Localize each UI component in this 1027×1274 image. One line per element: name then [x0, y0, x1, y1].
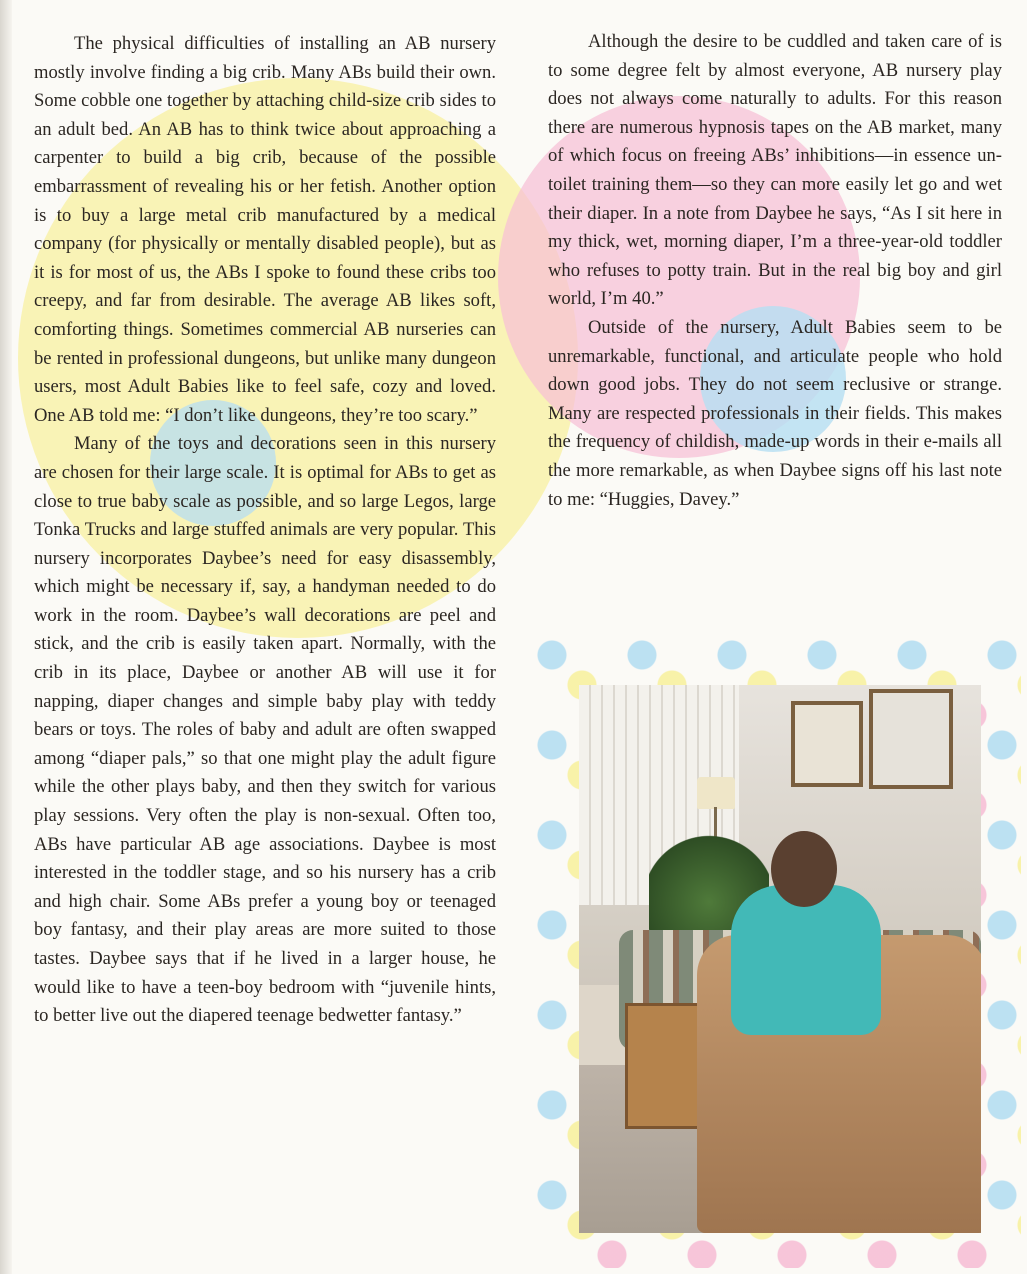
- left-text-column: [34, 30, 496, 1031]
- left-paragraph-1: The physical difficulties of installing an AB nursery mostly involve finding a big crib. Many ABs build their own. Some cobble one together by attaching child-size crib sides to an adult bed. An AB has to think twice about approaching a carpenter to build a big crib, because of the possible embarrassment of revealing his or her fetish. Another option is to buy a large metal crib manufactured by a medical company (for physically or mentally disabled people), but as it is for most of us, the ABs I spoke to found these cribs too creepy, and far from desirable. The average AB likes soft, comforting things. Sometimes commercial AB nurseries can be rented in professional dungeons, but unlike many dungeon users, most Adult Babies like to feel safe, cozy and loved. One AB told me: “I don’t like dungeons, they’re too scary.”: [34, 33, 496, 426]
- page-corner-mark: [20, 1258, 28, 1266]
- nursery-living-room-photo: [579, 685, 981, 1233]
- wall-picture-right: [869, 689, 953, 789]
- seated-person-head: [771, 831, 837, 907]
- page-edge-shadow: [0, 0, 12, 1274]
- left-paragraph-2: Many of the toys and decorations seen in this nursery are chosen for their large scale. It is optimal for ABs to get as close to true baby scale as possible, and so large Legos, large Tonka Trucks and large stuffed animals are very popular. This nursery incorporates Daybee’s need for easy disassembly, which might be necessary if, say, a handyman needed to do work in the room. Daybee’s wall decorations are peel and stick, and the crib is easily taken apart. Normally, with the crib in its place, Daybee or another AB will use it for napping, diaper changes and simple baby play with teddy bears or toys. The roles of baby and adult are often swapped among “diaper pals,” so that one might play the adult figure while the other plays baby, and then they switch for various play sessions. Very often the play is non-sexual. Often too, ABs have particular AB age associations. Daybee is most interested in the toddler stage, and so his nursery has a crib and high chair. Some ABs prefer a young boy or teenaged boy fantasy, and their play areas are more suited to those tastes. Daybee says that if he lived in a larger house, he would like to have a teen-boy bedroom with “juvenile hints, to better live out the diapered teenage bedwetter fantasy.”: [34, 433, 496, 1027]
- pastel-dot-photo-frame: [537, 640, 1021, 1268]
- right-paragraph-1: Although the desire to be cuddled and taken care of is to some degree felt by almost everyone, AB nursery play does not always come naturally to adults. For this reason there are numerous hypnosis tapes on the AB market, many of which focus on freeing ABs’ inhibitions—in essence un-toilet training them—so they can more easily let go and wet their diaper. In a note from Daybee he says, “As I sit here in my thick, wet, morning diaper, I’m a three-year-old toddler who refuses to potty train. But in the real big boy and girl world, I’m 40.”: [548, 31, 1002, 310]
- right-paragraph-2: Outside of the nursery, Adult Babies seem to be unremarkable, functional, and articulate people who hold down good jobs. They do not seem reclusive or strange. Many are respected professionals in their fields. This makes the frequency of childish, made-up words in their e-mails all the more remarkable, as when Daybee signs off his last note to me: “Huggies, Davey.”: [548, 316, 1002, 510]
- wall-picture-left: [791, 701, 863, 787]
- floor-lamp-shade: [697, 777, 735, 809]
- right-text-column: [548, 28, 1002, 514]
- seated-person-shirt: [731, 885, 881, 1035]
